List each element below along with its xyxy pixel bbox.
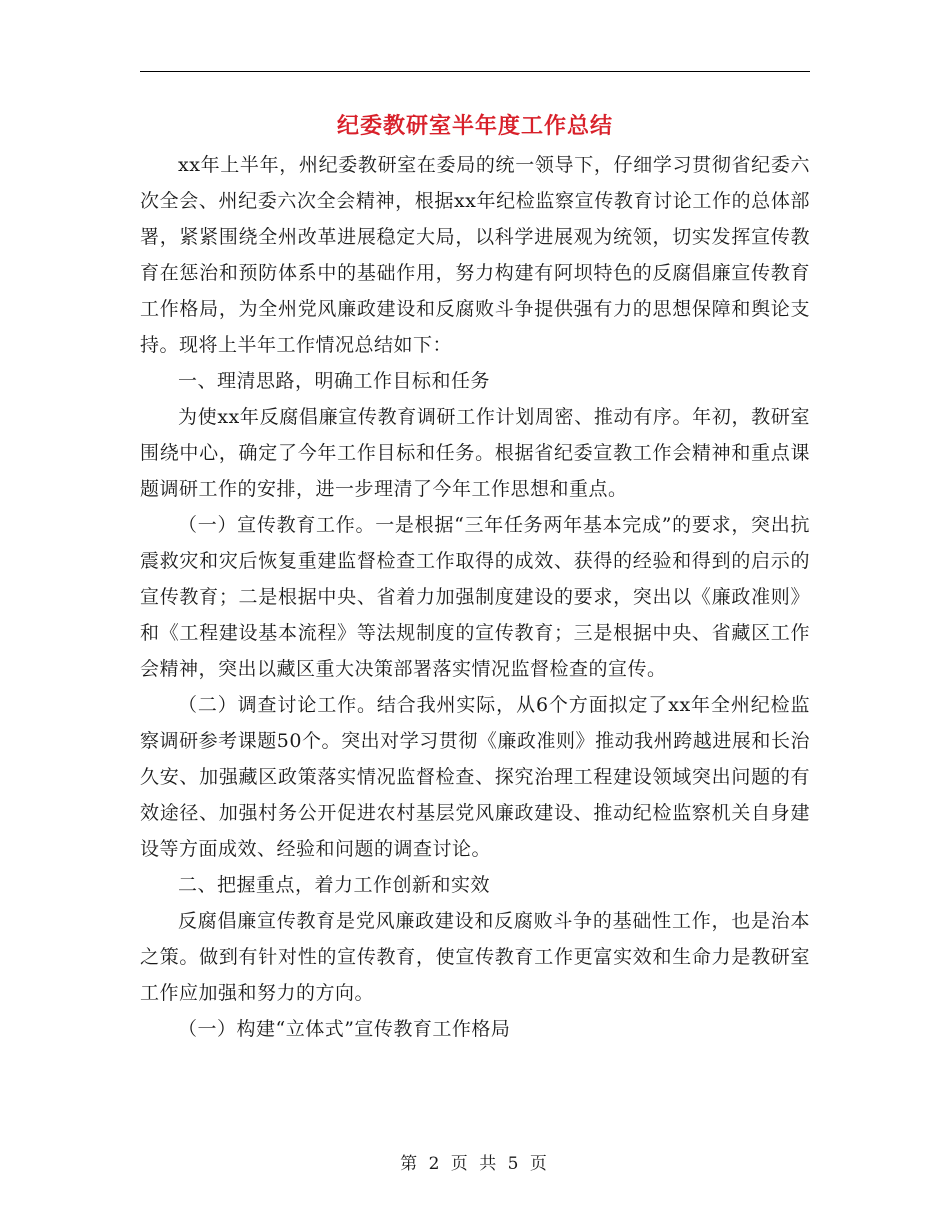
subsection-heading: （一）构建“立体式”宣传教育工作格局 <box>178 1018 511 1040</box>
document-body <box>140 147 810 1047</box>
section-heading: 一、理清思路，明确工作目标和任务 <box>178 370 491 392</box>
section-heading: 二、把握重点，着力工作创新和实效 <box>178 874 491 896</box>
document-title: 纪委教研室半年度工作总结 <box>336 113 613 139</box>
body-paragraph: xx年上半年，州纪委教研室在委局的统一领导下，仔细学习贯彻省纪委六次全会、州纪委六次全会精神，根据xx年纪检监察宣传教育讨论工作的总体部署，紧紧围绕全州改革进展稳定大局，以科学进展观为统领，切实发挥宣传教育在惩治和预防体系中的基础作用，努力构建有阿坝特色的反腐倡廉宣传教育工作格局，为全州党风廉政建设和反腐败斗争提供强有力的思想保障和舆论支持。现将上半年工作情况总结如下： <box>140 154 810 356</box>
body-paragraph: 为使xx年反腐倡廉宣传教育调研工作计划周密、推动有序。年初，教研室围绕中心，确定了今年工作目标和任务。根据省纪委宣教工作会精神和重点课题调研工作的安排，进一步理清了今年工作思想和重点。 <box>140 406 810 500</box>
body-paragraph: （一）宣传教育工作。一是根据“三年任务两年基本完成”的要求，突出抗震救灾和灾后恢复重建监督检查工作取得的成效、获得的经验和得到的启示的宣传教育；二是根据中央、省着力加强制度建设的要求，突出以《廉政准则》和《工程建设基本流程》等法规制度的宣传教育；三是根据中央、省藏区工作会精神，突出以藏区重大决策部署落实情况监督检查的宣传。 <box>140 514 810 680</box>
page-number: 第 2 页 共 5 页 <box>400 1154 550 1174</box>
body-paragraph: 反腐倡廉宣传教育是党风廉政建设和反腐败斗争的基础性工作，也是治本之策。做到有针对性的宣传教育，使宣传教育工作更富实效和生命力是教研室工作应加强和努力的方向。 <box>140 910 810 1004</box>
header-rule <box>140 71 810 72</box>
body-paragraph: （二）调查讨论工作。结合我州实际，从6个方面拟定了xx年全州纪检监察调研参考课题50个。突出对学习贯彻《廉政准则》推动我州跨越进展和长治久安、加强藏区政策落实情况监督检查、探究治理工程建设领域突出问题的有效途径、加强村务公开促进农村基层党风廉政建设、推动纪检监察机关自身建设等方面成效、经验和问题的调查讨论。 <box>140 694 810 860</box>
